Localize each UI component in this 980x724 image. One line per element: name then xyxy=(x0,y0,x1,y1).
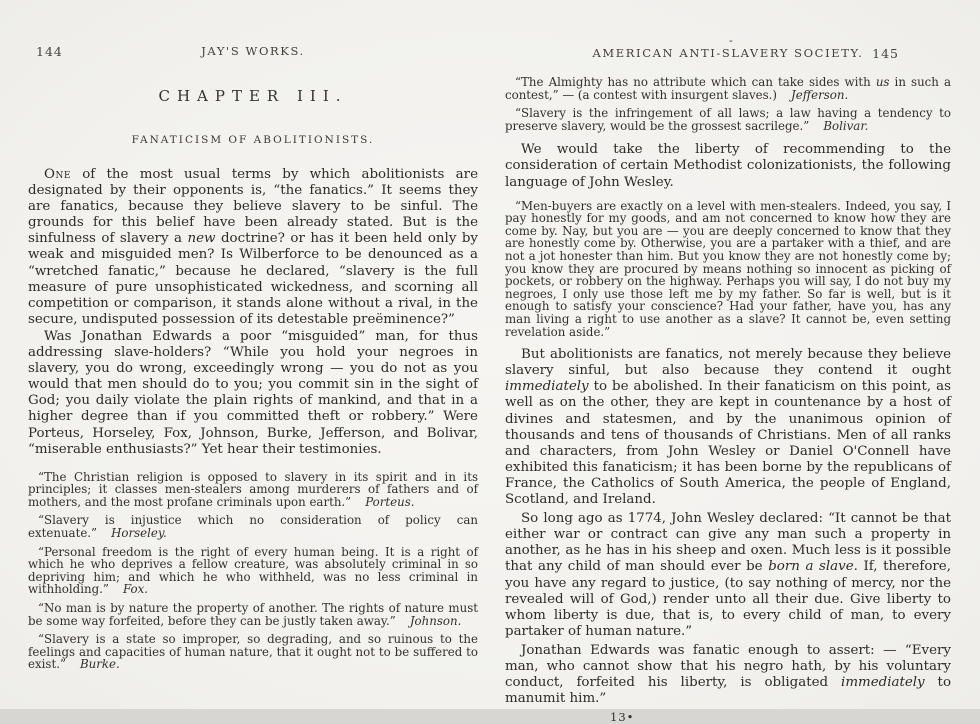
paragraph-fanatics: But abolitionists are fanatics, not merely because they believe slavery sinful, but also because they contend it ought immediately to be abolished. In their fanaticism on this point, as well as on the other, they are kept in countenance by a host of divines and statesmen, and by the unanimous opinion of thousands and tens of thousands of Christians. Men of all ranks and characters, from John Wesley or Daniel O'Connell have exhibited this fanaticism; it has been borne by the republicans of France, the Catholics of South America, the people of England, Scotland, and Ireland. xyxy=(505,347,951,508)
quote-porteus xyxy=(28,471,478,509)
quote-horseley xyxy=(28,514,478,539)
running-title-right: AMERICAN ANTI-SLAVERY SOCIETY. xyxy=(592,46,864,60)
running-header-left xyxy=(28,44,478,59)
paragraph-recommending: We would take the liberty of recommending to the consideration of certain Methodist colonizationists, the following language of John Wesley. xyxy=(505,142,951,190)
quote-burke xyxy=(28,633,478,671)
paragraph-edwards: Was Jonathan Edwards a poor “misguided” man, for thus addressing slave-holders? “While you hold your negroes in slavery, you do wrong, exceedingly wrong — you do not as you would that men should do to you; you commit sin in the sight of God; you daily violate the plain rights of mankind, and that in a higher degree than if you committed theft or robbery.” Were Porteus, Horseley, Fox, Johnson, Burke, Jefferson, and Bolivar, “miserable enthusiasts?” Yet hear their testimonies. xyxy=(28,328,478,457)
quote-attribution: Jefferson. xyxy=(791,87,849,102)
quote-johnson xyxy=(28,602,478,627)
quote-text: “No man is by nature the property of another. The rights of nature must be some way forfeited, before they can be justly taken away.” xyxy=(28,601,478,628)
page-left xyxy=(28,0,478,671)
quote-attribution: Fox. xyxy=(122,582,148,597)
quote-fox xyxy=(28,546,478,596)
paragraph-edwards-assert: Jonathan Edwards was fanatic enough to assert: — “Every man, who cannot show that his negro hath, by his voluntary conduct, forfeited his liberty, is obligated immediately to manumit him.” xyxy=(505,642,952,707)
quote-text: “The Christian religion is opposed to slavery in its spirit and in its principles; it classes men-stealers among murderers of fathers and of mothers, and the most profane criminals upon earth.” xyxy=(28,469,478,509)
quote-attribution: Porteus. xyxy=(365,494,415,509)
quote-attribution: Johnson. xyxy=(409,613,462,628)
quote-text: “Slavery is the infringement of all laws; a law having a tendency to preserve slavery, would be the grossest sacrilege.” xyxy=(505,106,951,133)
section-heading: FANATICISM OF ABOLITIONISTS. xyxy=(131,134,375,146)
running-title-left: JAY'S WORKS. xyxy=(201,44,305,58)
signature-mark: 13• xyxy=(610,710,635,724)
quote-jefferson xyxy=(505,76,951,101)
quote-attribution: Burke. xyxy=(79,657,120,672)
quote-text: “The Almighty has no attribute which can take sides with us in such a contest,” — (a contest with insurgent slaves.) xyxy=(505,75,951,102)
top-quotes xyxy=(505,76,951,132)
chapter-heading: CHAPTER III. xyxy=(158,87,348,105)
running-header-right xyxy=(505,46,951,61)
ink-mark-dash: - xyxy=(729,34,733,47)
page-right xyxy=(505,0,951,724)
quote-text: “Slavery is a state so improper, so degrading, and so ruinous to the feelings and capacities of human nature, that it ought not to be suffered to exist.” xyxy=(28,632,478,672)
quote-wesley-block: “Men-buyers are exactly on a level with men-stealers. Indeed, you say, I pay honestly for my goods, and am not concerned to know how they are come by. Nay, but you are — you are deeply concerned to know that they are honestly come by. Otherwise, you are a partaker with a thief, and are not a jot honester than him. But you know they are not honestly come by; you know they are procured by means nothing so innocent as picking of pockets, or robbery on the highway. Perhaps you will say, I do not buy my negroes, I only use those left me by my father. So far is well, but is it enough to satisfy your conscience? Had your father, have you, has any man living a right to use another as a slave? It cannot be, even setting revelation aside.” xyxy=(505,198,951,339)
quote-attribution: Bolivar. xyxy=(823,118,869,133)
paragraph-one: One of the most usual terms by which abolitionists are designated by their opponents is, “the fanatics.” It seems they are fanatics, because they believe slavery to be sinful. The grounds for this belief have been already stated. But is the sinfulness of slavery a new doctrine? or has it been held only by weak and misguided men? Is Wilberforce to be denounced as a “wretched fanatic,” because he declared, “slavery is the full measure of pure unsophisticated wickedness, and scorning all competition or comparison, it stands alone without a rival, in the secure, undisputed possession of its detestable preëminence?” xyxy=(28,167,478,327)
page-number-left: 144 xyxy=(36,44,63,59)
quote-bolivar xyxy=(505,107,951,132)
testimony-quotes xyxy=(28,471,478,671)
page-number-right: 145 xyxy=(872,46,899,61)
quote-text: “Personal freedom is the right of every human being. It is a right of which he who deprives a fellow creature, was absolutely criminal in so depriving him; and which he who withheld, was no less criminal in withholding.” xyxy=(28,544,478,597)
quote-text: “Slavery is injustice which no consideration of policy can extenuate.” xyxy=(28,513,478,541)
quote-attribution: Horseley. xyxy=(111,526,167,541)
paragraph-1774: So long ago as 1774, John Wesley declared: “It cannot be that either war or contract can give any man such a property in another, as he has in his sheep and oxen. Much less is it possible that any child of man should ever be born a slave. If, therefore, you have any regard to justice, (to say nothing of mercy, nor the revealed will of God,) render unto all their due. Give liberty to whom liberty is due, that is, to every child of man, to every partaker of human nature.” xyxy=(505,511,951,639)
